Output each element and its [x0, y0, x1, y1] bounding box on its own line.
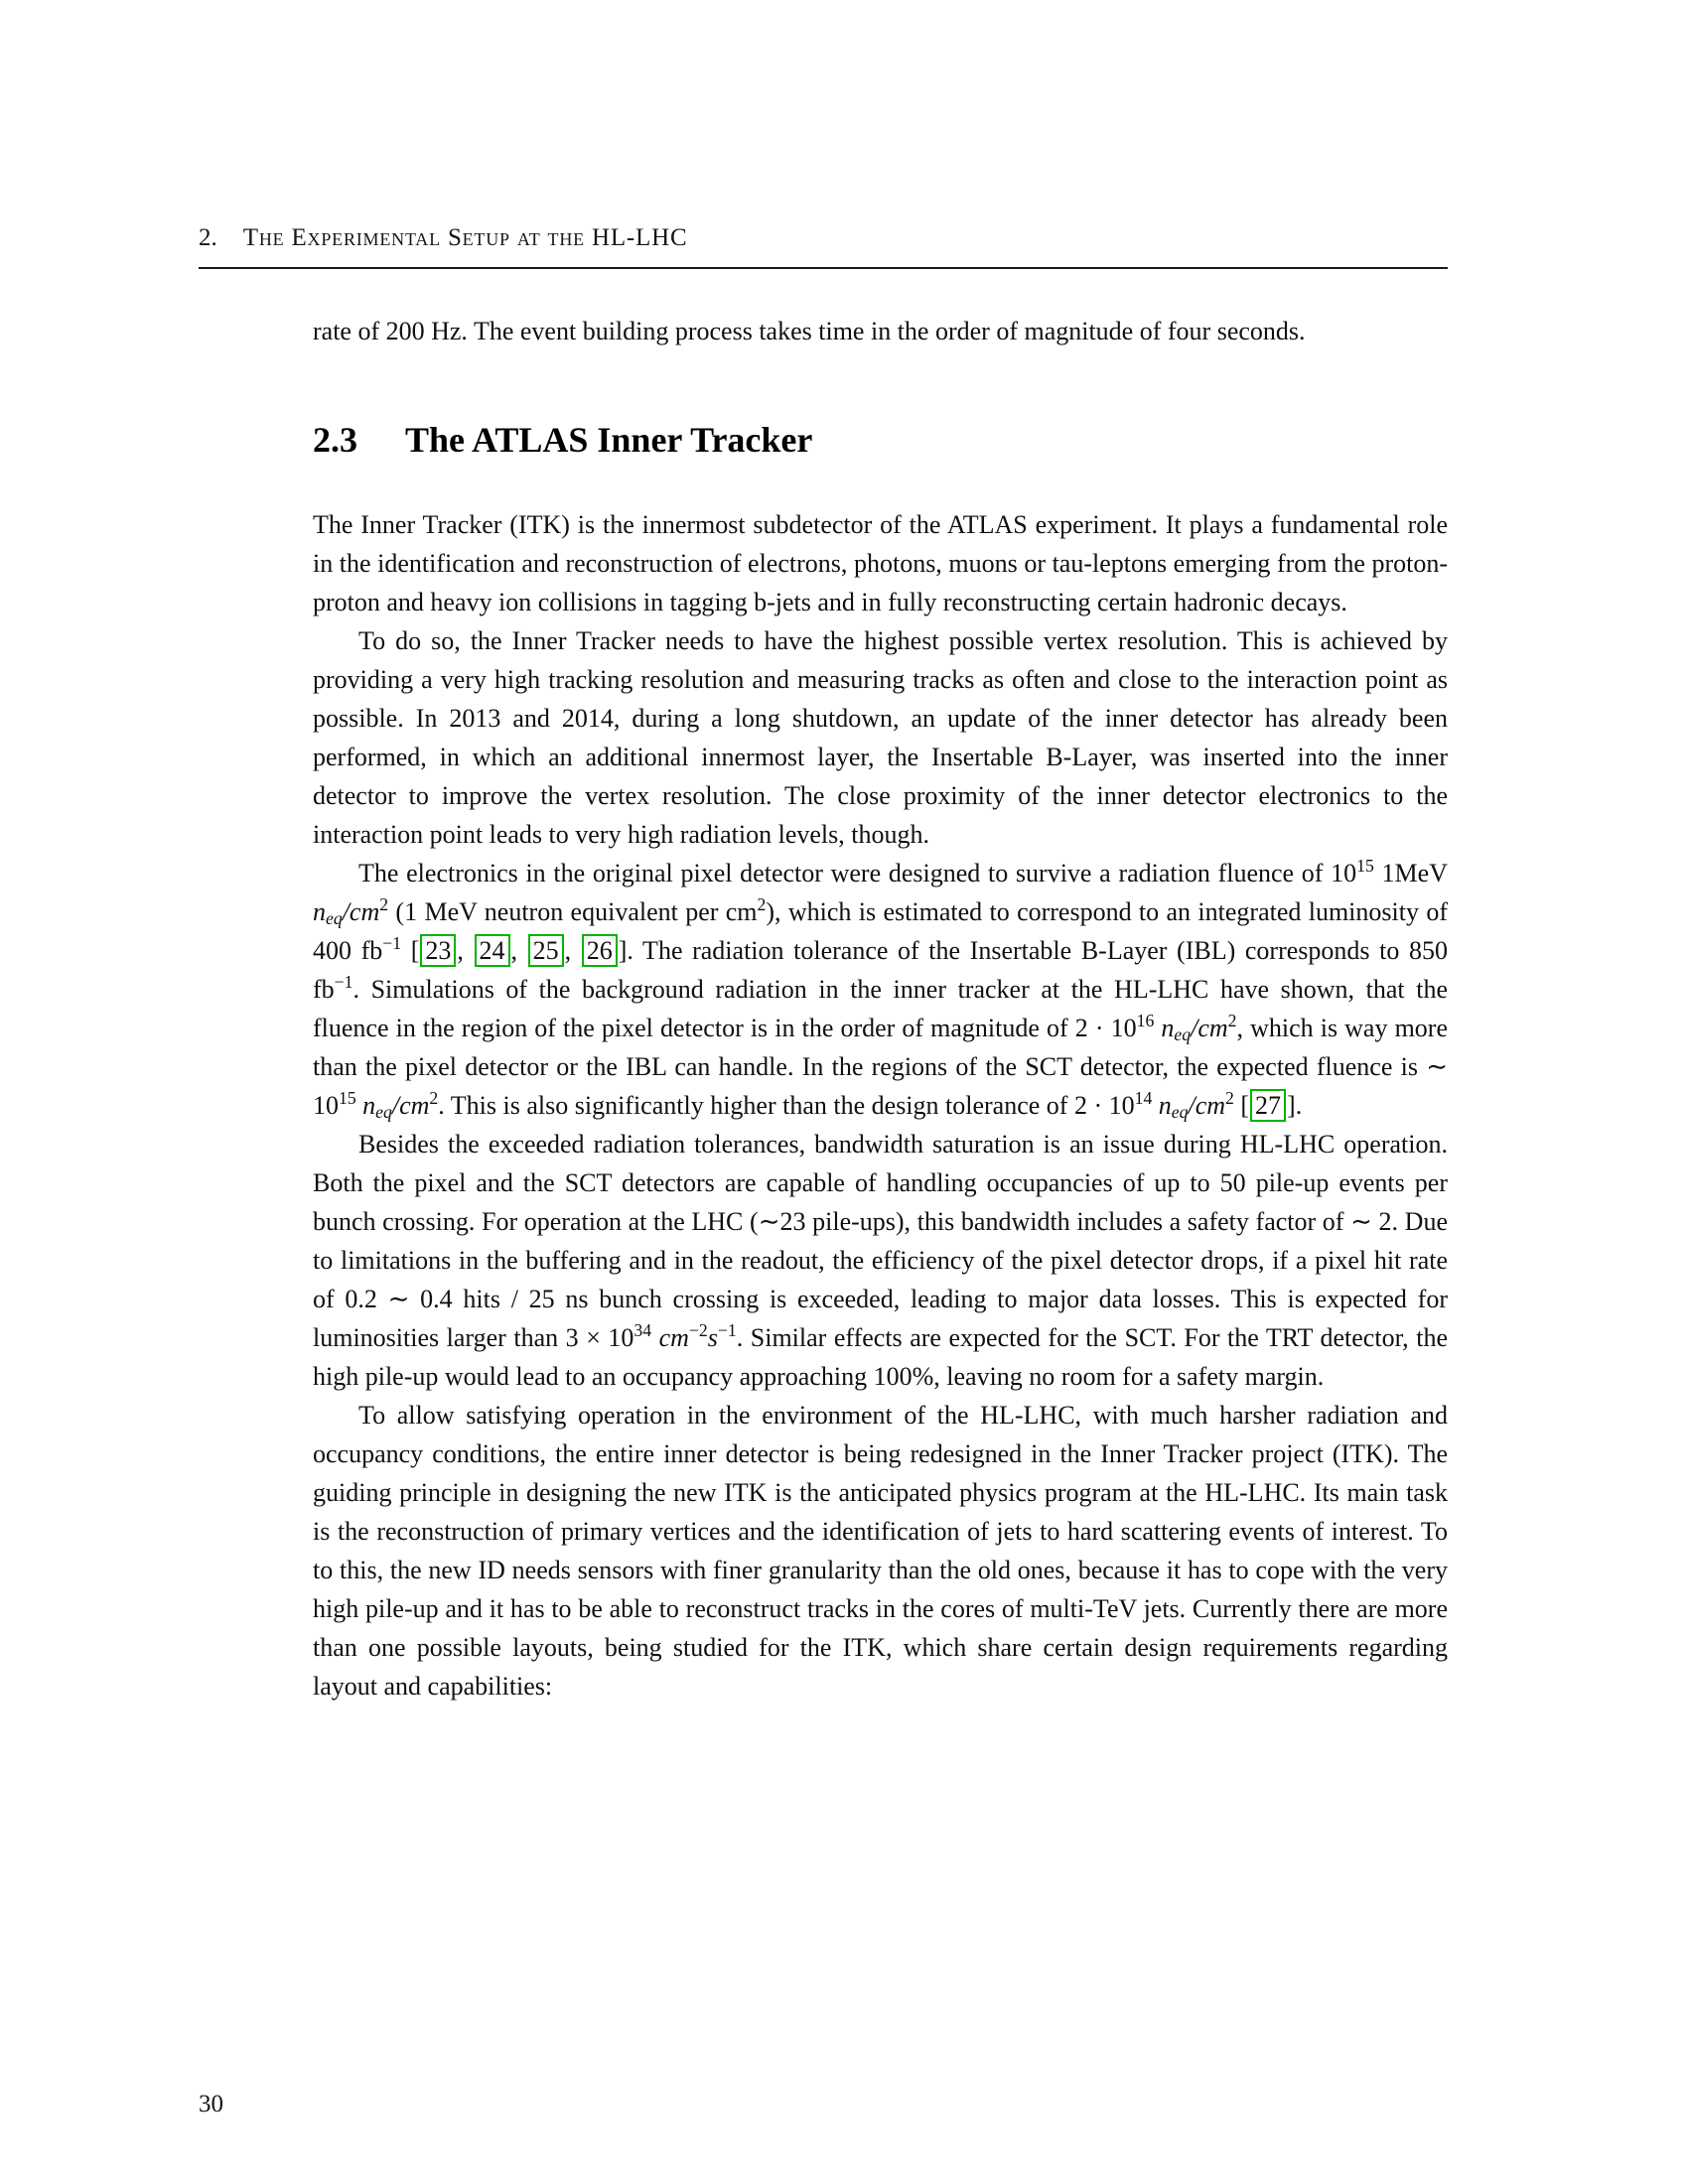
superscript: −1: [382, 933, 402, 954]
math-italic: /cm: [1191, 1014, 1228, 1042]
superscript: −1: [717, 1320, 737, 1341]
chapter-title: The Experimental Setup at the HL-LHC: [242, 224, 688, 251]
paragraph: The electronics in the original pixel detector were designed to survive a radiation fluence of $10^{15}$ 1MeV $n_{eq}/cm^2$ (1 MeV neutron equivalent per $cm^2$), which is estimated to correspond to an integrated luminosity of 400 $fb^{-1}$ [ 23 , 24 , 25 , 26 ]. The radiation tolerance of the Insertable B-Layer (IBL) corresponds to 850 $fb^{-1}$. Simulations of the background radiation in the inner tracker at the HL-LHC have shown, that the fluence in the region of the pixel detector is in the order of magnitude of $2 \cdot 10^{16}$ $n_{eq}/cm^2$, which is way more than the pixel detector or the IBL can handle. In the regions of the SCT detector, the expected fluence is ∼ $10^{15}$ $n_{eq}/cm^2$. This is also significantly higher than the design tolerance of $2 \cdot 10^{14}$ $n_{eq}/cm^2$ [ 27 ].: [313, 856, 1448, 1123]
paragraph: To do so, the Inner Tracker needs to have the highest possible vertex resolution. This is achieved by providing a very high tracking resolution and measuring tracks as often and close to the interaction point as possible. In 2013 and 2014, during a long shutdown, an update of the inner detector has already been performed, in which an additional innermost layer, the Insertable B-Layer, was inserted into the inner detector to improve the vertex resolution. The close proximity of the inner detector electronics to the interaction point leads to very high radiation levels, though.: [313, 626, 1448, 849]
subscript: eq: [1171, 1102, 1189, 1123]
citation-link[interactable]: 24: [475, 934, 510, 967]
superscript: 2: [1227, 1011, 1237, 1031]
paragraph: The Inner Tracker (ITK) is the innermost subdetector of the ATLAS experiment. It plays a fundamental role in the identification and reconstruction of electrons, photons, muons or tau-leptons emerging from the proton-proton and heavy ion collisions in tagging b-jets and in fully reconstructing certain hadronic decays.: [313, 510, 1448, 616]
section-number: 2.3: [313, 420, 357, 460]
paragraph: To allow satisfying operation in the environment of the HL-LHC, with much harsher radiation and occupancy conditions, the entire inner detector is being redesigned in the Inner Tracker project (ITK). The guiding principle in designing the new ITK is the anticipated physics program at the HL-LHC. Its main task is the reconstruction of primary vertices and the identification of jets to hard scattering events of interest. To to this, the new ID needs sensors with finer granularity than the old ones, because it has to cope with the very high pile-up and it has to be able to reconstruct tracks in the cores of multi-TeV jets. Currently there are more than one possible layouts, being studied for the ITK, which share certain design requirements regarding layout and capabilities:: [313, 1401, 1448, 1701]
superscript: 2: [379, 894, 389, 915]
math-italic: n: [1161, 1014, 1175, 1042]
superscript: 14: [1134, 1088, 1153, 1109]
chapter-number: 2.: [199, 224, 217, 251]
math-italic: cm: [658, 1323, 689, 1352]
section-title: The ATLAS Inner Tracker: [405, 420, 813, 460]
intro-paragraphs: [313, 312, 1448, 350]
subscript: eq: [1174, 1024, 1192, 1045]
running-header: [199, 224, 1448, 269]
superscript: 34: [633, 1320, 652, 1341]
superscript: 2: [757, 894, 767, 915]
subscript: eq: [326, 908, 343, 929]
section-heading: [313, 420, 1448, 460]
header-rule: [199, 267, 1448, 269]
paragraph: Besides the exceeded radiation tolerances, bandwidth saturation is an issue during HL-LHC operation. Both the pixel and the SCT detectors are capable of handling occupancies of up to 50 pile-up events per bunch crossing. For operation at the LHC (∼23 pile-ups), this bandwidth includes a safety factor of ∼ 2. Due to limitations in the buffering and in the readout, the efficiency of the pixel detector drops, if a pixel hit rate of 0.2 ∼ 0.4 hits / 25 ns bunch crossing is exceeded, leading to major data losses. This is expected for luminosities larger than $3 \times 10^{34}$ $cm^{-2}s^{-1}$. Similar effects are expected for the SCT. For the TRT detector, the high pile-up would lead to an occupancy approaching 100%, leaving no room for a safety margin.: [313, 1130, 1448, 1391]
math-italic: n: [362, 1091, 376, 1120]
math-italic: /cm: [391, 1091, 430, 1120]
running-header-line: [199, 224, 1448, 252]
page-number: 30: [199, 2091, 223, 2117]
citation-link[interactable]: 25: [528, 934, 564, 967]
citation-link[interactable]: 26: [582, 934, 618, 967]
superscript: 15: [339, 1088, 356, 1109]
superscript: 2: [1225, 1088, 1234, 1109]
superscript: 16: [1136, 1011, 1155, 1031]
superscript: −2: [688, 1320, 708, 1341]
superscript: −1: [334, 972, 353, 993]
math-italic: n: [313, 897, 326, 926]
subscript: eq: [375, 1102, 392, 1123]
citation-link[interactable]: 23: [420, 934, 456, 967]
math-italic: s: [707, 1323, 718, 1352]
superscript: 15: [1356, 856, 1374, 877]
paragraph: rate of 200 Hz. The event building process takes time in the order of magnitude of four seconds.: [313, 317, 1306, 345]
section-paragraphs: [313, 505, 1448, 1706]
text-column: [313, 312, 1448, 1706]
citation-link[interactable]: 27: [1250, 1089, 1286, 1122]
math-italic: n: [1158, 1091, 1172, 1120]
math-italic: /cm: [342, 897, 380, 926]
math-italic: /cm: [1188, 1091, 1226, 1120]
superscript: 2: [429, 1088, 439, 1109]
